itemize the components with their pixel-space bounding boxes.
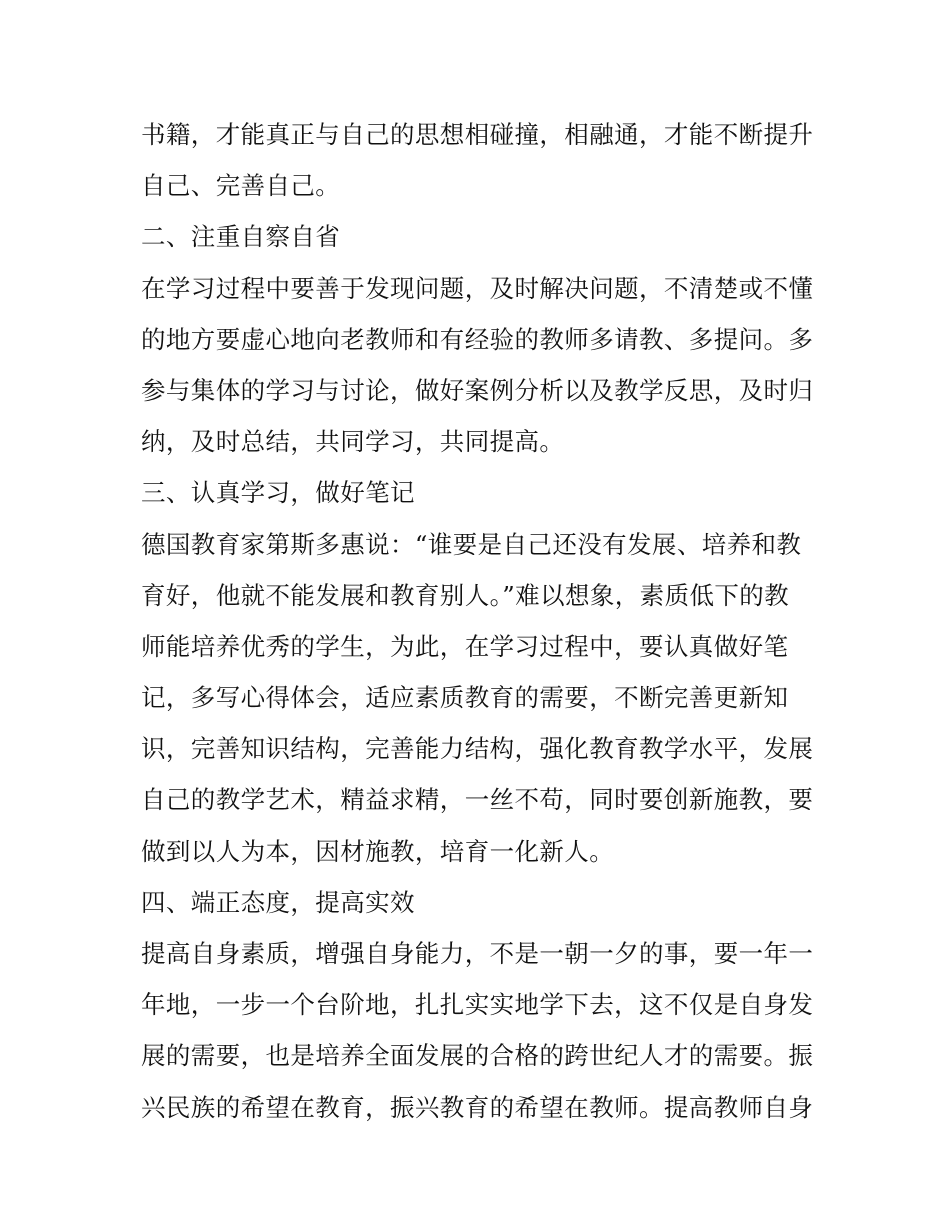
paragraph-line: 育好，他就不能发展和教育别人。”难以想象，素质低下的教 — [141, 580, 790, 610]
paragraph-line: 年地，一步一个台阶地，扎扎实实地学下去，这不仅是自身发 — [141, 990, 814, 1020]
section-heading: 四、端正态度，提高实效 — [141, 887, 415, 917]
paragraph-line: 自己、完善自己。 — [141, 171, 341, 201]
section-heading: 二、注重自察自省 — [141, 222, 341, 252]
paragraph-line: 记，多写心得体会，适应素质教育的需要，不断完善更新知 — [141, 683, 789, 713]
paragraph-line: 展的需要，也是培养全面发展的合格的跨世纪人才的需要。振 — [141, 1041, 814, 1071]
section-heading: 三、认真学习，做好笔记 — [141, 478, 415, 508]
paragraph-line: 提高自身素质，增强自身能力，不是一朝一夕的事，要一年一 — [141, 939, 814, 968]
paragraph-line: 做到以人为本，因材施教，培育一化新人。 — [141, 836, 615, 866]
paragraph-line: 在学习过程中要善于发现问题，及时解决问题，不清楚或不懂 — [141, 273, 814, 303]
paragraph-line: 参与集体的学习与讨论，做好案例分析以及教学反思，及时归 — [141, 375, 814, 405]
document-body — [141, 109, 816, 1133]
paragraph-line: 师能培养优秀的学生，为此，在学习过程中，要认真做好笔 — [141, 631, 789, 661]
paragraph-line: 纳，及时总结，共同学习，共同提高。 — [141, 427, 565, 457]
paragraph-line: 兴民族的希望在教育，振兴教育的希望在教师。提高教师自身 — [141, 1092, 814, 1122]
paragraph-line: 识，完善知识结构，完善能力结构，强化教育教学水平，发展 — [141, 734, 814, 764]
paragraph-line: 德国教育家第斯多惠说：“谁要是自己还没有发展、培养和教 — [141, 529, 802, 559]
paragraph-line: 书籍，才能真正与自己的思想相碰撞，相融通，才能不断提升 — [141, 120, 814, 149]
paragraph-line: 的地方要虚心地向老教师和有经验的教师多请教、多提问。多 — [141, 324, 814, 354]
paragraph-line: 自己的教学艺术，精益求精，一丝不苟，同时要创新施教，要 — [141, 785, 814, 815]
